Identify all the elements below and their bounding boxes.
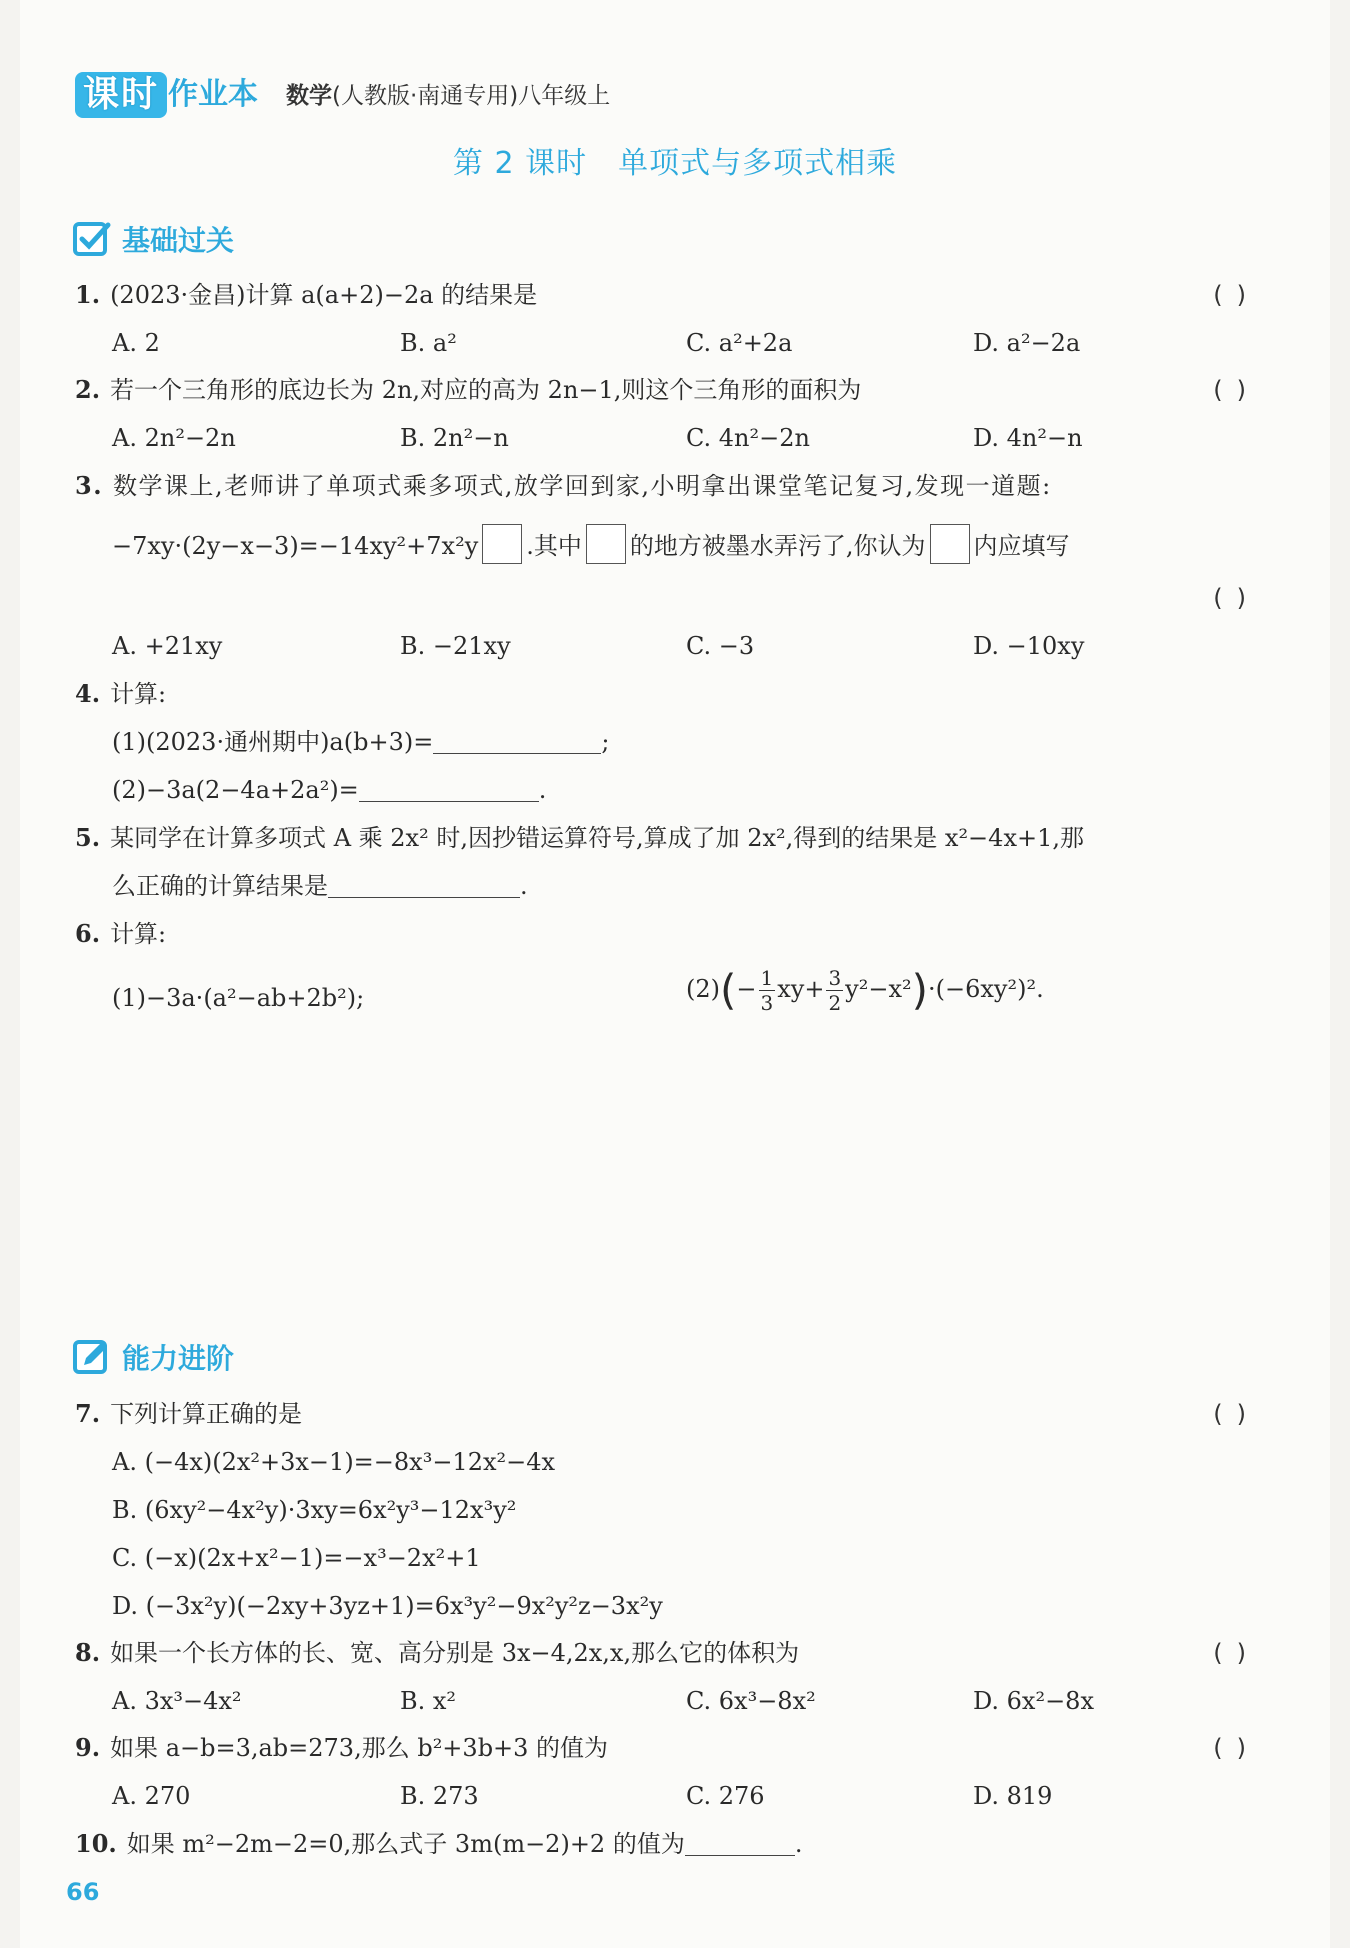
q2-option-b: B. 2n²−n xyxy=(400,424,509,452)
question-2-text: 若一个三角形的底边长为 2n,对应的高为 2n−1,则这个三角形的面积为 xyxy=(110,376,862,404)
subject-edition: (人教版·南通专用)八年级上 xyxy=(332,83,611,109)
question-1-text: (2023·金昌)计算 a(a+2)−2a 的结果是 xyxy=(110,281,538,309)
q9-option-a: A. 270 xyxy=(112,1782,191,1810)
q7-option-a: A. (−4x)(2x²+3x−1)=−8x³−12x²−4x xyxy=(112,1448,556,1476)
ink-box xyxy=(930,524,970,564)
section-advanced-label: 能力进阶 xyxy=(122,1342,235,1375)
answer-bracket-3: () xyxy=(1213,584,1260,612)
q1-option-a: A. 2 xyxy=(112,329,160,357)
question-5: 5. 某同学在计算多项式 A 乘 2x² 时,因抄错运算符号,算成了加 2x²,得到的结果是 x²−4x+1,那 xyxy=(75,823,1084,852)
q2-option-a: A. 2n²−2n xyxy=(112,424,236,452)
q3-option-a: A. +21xy xyxy=(112,632,223,660)
q7-option-b: B. (6xy²−4x²y)·3xy=6x²y³−12x³y² xyxy=(112,1496,517,1524)
question-5-line2: 么正确的计算结果是 . xyxy=(112,872,528,900)
question-6: 6. 计算: xyxy=(75,919,167,948)
question-9-text: 如果 a−b=3,ab=273,那么 b²+3b+3 的值为 xyxy=(110,1734,609,1762)
lesson-title: 第 2 课时 单项式与多项式相乘 xyxy=(452,146,898,181)
answer-bracket-8: () xyxy=(1213,1639,1260,1667)
q7-option-d: D. (−3x²y)(−2xy+3yz+1)=6x³y²−9x²y²z−3x²y xyxy=(112,1592,663,1620)
q9-option-d: D. 819 xyxy=(973,1782,1053,1810)
q1-option-d: D. a²−2a xyxy=(973,329,1081,357)
q8-option-d: D. 6x²−8x xyxy=(973,1687,1094,1715)
question-8-text: 如果一个长方体的长、宽、高分别是 3x−4,2x,x,那么它的体积为 xyxy=(110,1639,800,1667)
logo: 课时 xyxy=(75,72,167,118)
q8-option-b: B. x² xyxy=(400,1687,457,1715)
q8-option-c: C. 6x³−8x² xyxy=(686,1687,816,1715)
subject-bold: 数学 xyxy=(286,83,332,109)
question-3-text: 数学课上,老师讲了单项式乘多项式,放学回到家,小明拿出课堂笔记复习,发现一道题: xyxy=(113,472,1052,500)
q3-option-d: D. −10xy xyxy=(973,632,1085,660)
q1-option-b: B. a² xyxy=(400,329,457,357)
pencil-icon xyxy=(72,1337,112,1377)
fraction: $\frac{3}{2}$ xyxy=(828,966,842,1015)
answer-blank[interactable] xyxy=(359,774,539,802)
brand-title: 作业本 xyxy=(168,77,258,112)
question-10: 10. 如果 m²−2m−2=0,那么式子 3m(m−2)+2 的值为 . xyxy=(75,1829,803,1858)
question-7: 7. 下列计算正确的是 xyxy=(75,1399,303,1428)
q3-option-c: C. −3 xyxy=(686,632,755,660)
question-10-text: 如果 m²−2m−2=0,那么式子 3m(m−2)+2 的值为 xyxy=(126,1830,685,1858)
question-4: 4. 计算: xyxy=(75,679,167,708)
checkbox-icon xyxy=(72,219,112,259)
ink-box xyxy=(586,524,626,564)
q6-part-2: (2)(− $\frac{1}{3}$ xy+ $\frac{3}{2}$ y²−x²)·(−6xy²)². xyxy=(686,965,1044,1015)
ink-box xyxy=(482,524,522,564)
q2-option-d: D. 4n²−n xyxy=(973,424,1083,452)
section-basic xyxy=(72,218,234,260)
q3-option-b: B. −21xy xyxy=(400,632,511,660)
q8-option-a: A. 3x³−4x² xyxy=(112,1687,242,1715)
fraction: $\frac{1}{3}$ xyxy=(760,966,774,1015)
question-3-line2: −7xy·(2y−x−3)=−14xy²+7x²y .其中 的地方被墨水弄污了,你认为 内应填写 xyxy=(112,524,1070,564)
question-6-text: 计算: xyxy=(110,920,167,948)
answer-bracket-9: () xyxy=(1213,1734,1260,1762)
answer-blank[interactable] xyxy=(433,726,601,754)
q9-option-b: B. 273 xyxy=(400,1782,479,1810)
question-5-text: 某同学在计算多项式 A 乘 2x² 时,因抄错运算符号,算成了加 2x²,得到的结果是 x²−4x+1,那 xyxy=(110,824,1084,852)
answer-blank[interactable] xyxy=(685,1828,795,1856)
question-1: 1. (2023·金昌)计算 a(a+2)−2a 的结果是 xyxy=(75,280,538,309)
question-2: 2. 若一个三角形的底边长为 2n,对应的高为 2n−1,则这个三角形的面积为 xyxy=(75,375,862,404)
subject-line xyxy=(286,78,610,114)
section-advanced xyxy=(72,1336,234,1378)
question-3: 3. 数学课上,老师讲了单项式乘多项式,放学回到家,小明拿出课堂笔记复习,发现一道题: xyxy=(75,471,1052,500)
page-number: 66 xyxy=(66,1878,100,1906)
q2-option-c: C. 4n²−2n xyxy=(686,424,810,452)
question-7-text: 下列计算正确的是 xyxy=(110,1400,303,1428)
question-8: 8. 如果一个长方体的长、宽、高分别是 3x−4,2x,x,那么它的体积为 xyxy=(75,1638,800,1667)
answer-bracket-7: () xyxy=(1213,1400,1260,1428)
answer-blank[interactable] xyxy=(328,870,520,898)
q4-part-2: (2)−3a(2−4a+2a²)= . xyxy=(112,776,547,804)
question-4-text: 计算: xyxy=(110,680,167,708)
q7-option-c: C. (−x)(2x+x²−1)=−x³−2x²+1 xyxy=(112,1544,481,1572)
answer-bracket-1: () xyxy=(1213,281,1260,309)
q6-part-1: (1)−3a·(a²−ab+2b²); xyxy=(112,984,365,1012)
q9-option-c: C. 276 xyxy=(686,1782,765,1810)
question-9: 9. 如果 a−b=3,ab=273,那么 b²+3b+3 的值为 xyxy=(75,1733,609,1762)
q1-option-c: C. a²+2a xyxy=(686,329,793,357)
answer-bracket-2: () xyxy=(1213,376,1260,404)
q4-part-1: (1)(2023·通州期中)a(b+3)= ; xyxy=(112,728,610,756)
section-basic-label: 基础过关 xyxy=(122,224,235,257)
